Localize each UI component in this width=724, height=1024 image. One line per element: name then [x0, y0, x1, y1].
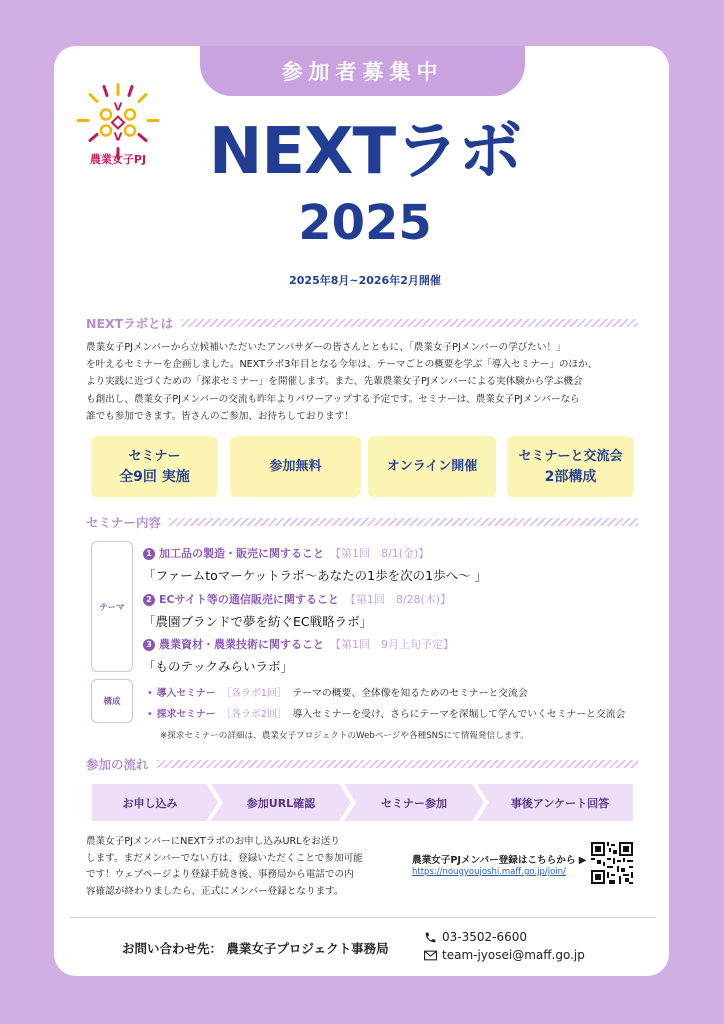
contact-email-address[interactable]: team-jyosei@maff.go.jp — [442, 948, 585, 962]
seminar-title: 「ものテックみらいラボ」 — [143, 659, 294, 674]
play-arrow-icon: ▶ — [578, 855, 587, 866]
flow-step — [211, 784, 351, 821]
apply-line: 農業女子PJメンバーにNEXTラボのお申し込みURLをお送り — [86, 836, 340, 847]
apply-line: です！ウェブページより登録手続き後、事務局から電話での内 — [86, 869, 354, 881]
component-tag: ［各ラボ1回］ — [221, 688, 287, 699]
year-heading: 2025 — [298, 195, 432, 251]
component-name: 探求セミナー — [156, 709, 216, 720]
seminar-topic: 農業資材・農業技術に関すること — [159, 638, 324, 651]
register-title — [412, 852, 586, 866]
component-item — [147, 706, 625, 720]
section-rule — [157, 760, 638, 768]
feature-online — [368, 436, 496, 497]
seminar-topic: ECサイト等の通信販売に関すること — [159, 593, 339, 606]
contact-phone — [424, 930, 527, 944]
intro-line: 誰でも参加できます。皆さんのご参加、お待ちしております！ — [86, 410, 354, 422]
svg-text:V: V — [113, 100, 123, 114]
seminar-number: 3 — [143, 639, 155, 651]
feature-sessions — [91, 436, 218, 497]
contact-label: お問い合わせ先： 農業女子プロジェクト事務局 — [122, 941, 389, 956]
feature-two-parts — [507, 436, 634, 497]
seminar-date: 【第1回 9月上旬予定】 — [330, 638, 454, 651]
apply-line: 容確認が終わりましたら、正式にメンバー登録となります。 — [86, 885, 344, 897]
flow-step-label: 参加URL確認 — [246, 796, 316, 810]
feature-line: オンライン開催 — [386, 458, 478, 474]
register-title-label: 農業女子PJメンバー登録はこちらから — [412, 855, 576, 866]
mail-icon — [424, 950, 437, 961]
seminar-title: 「農園ブランドで夢を紡ぐEC戦略ラボ」 — [143, 614, 373, 629]
flow-step-label: セミナー参加 — [381, 796, 447, 810]
seminar-date: 【第1回 8/28(木)】 — [344, 593, 452, 606]
section-rule — [169, 518, 638, 526]
feature-free — [230, 436, 361, 497]
register-link[interactable]: https://nougyoujoshi.maff.go.jp/join/ — [412, 867, 566, 877]
flow-step-label: 事後アンケート回答 — [510, 796, 610, 810]
seminar-date: 【第1回 8/1(金)】 — [330, 547, 430, 560]
component-tag: ［各ラボ2回］ — [221, 709, 287, 720]
flow-step — [344, 784, 484, 821]
qr-code-icon[interactable] — [591, 842, 633, 884]
section-heading-about — [86, 315, 638, 331]
section-heading-flow-label: 参加の流れ — [86, 757, 149, 772]
feature-line: セミナー — [128, 448, 181, 464]
component-desc: 導入セミナーを受け、さらにテーマを深堀して学んでいくセミナーと交流会 — [292, 709, 626, 720]
recruiting-badge: 参加者募集中 — [200, 46, 525, 96]
feature-line: 全9回 実施 — [119, 468, 190, 485]
section-heading-about-label: NEXTラボとは — [86, 316, 174, 331]
component-name: 導入セミナー — [156, 688, 216, 699]
component-desc: テーマの概要、全体像を知るためのセミナーと交流会 — [292, 688, 528, 699]
event-period: 2025年8月~2026年2月開催 — [289, 274, 441, 287]
structure-tag: 構成 — [91, 679, 133, 723]
bullet-icon: • — [147, 688, 153, 699]
section-heading-content — [86, 514, 638, 530]
flow-step — [477, 784, 633, 821]
contact-email — [424, 948, 585, 962]
flow-step-label: お申し込み — [122, 796, 178, 810]
seminar-title: 「ファームtoマーケットラボ～あなたの1歩を次の1歩へ～ 」 — [143, 568, 488, 583]
logo-text: 農業女子PJ — [89, 153, 147, 166]
intro-line: 農業女子PJメンバーから立候補いただいたアンバサダーの皆さんとともに、「農業女子PJメンバーの学びたい！」 — [86, 342, 566, 353]
intro-paragraph — [86, 339, 641, 425]
apply-line: します。まだメンバーでない方は、登録いただくことで参加可能 — [86, 852, 363, 864]
bullet-icon: • — [147, 709, 153, 720]
seminar-number: 1 — [143, 548, 155, 560]
footer-divider — [70, 917, 656, 918]
intro-line: も創出し、農業女子PJメンバーの交流も昨年よりパワーアップする予定です。セミナーは、農業女子PJメンバーなら — [86, 393, 580, 405]
feature-line: 参加無料 — [269, 458, 322, 474]
feature-line: セミナーと交流会 — [518, 448, 623, 464]
seminar-topic: 加工品の製造・販売に関すること — [159, 547, 324, 560]
section-heading-flow — [86, 756, 638, 772]
intro-line: を叶えるセミナーを企画しました。NEXTラボ3年目となる今年は、テーマごとの概要を学ぶ「導入セミナー」のほか、 — [86, 359, 598, 371]
apply-paragraph — [86, 834, 386, 900]
seminar-item — [143, 636, 454, 675]
feature-line: 2部構成 — [544, 468, 597, 485]
svg-text:V: V — [113, 130, 123, 144]
section-rule — [181, 319, 638, 327]
seminar-number: 2 — [143, 594, 155, 606]
intro-line: より実践に近づくための「探求セミナー」を開催します。また、先輩農業女子PJメンバーによる実体験から学ぶ機会 — [86, 376, 583, 388]
seminar-note: ※探求セミナーの詳細は、農業女子プロジェクトのWebページや各種SNSにて情報発信します。 — [160, 731, 529, 741]
phone-icon — [424, 931, 437, 944]
section-heading-content-label: セミナー内容 — [86, 515, 162, 530]
contact-phone-number: 03-3502-6600 — [442, 930, 528, 944]
component-item — [147, 685, 528, 699]
seminar-item — [143, 591, 451, 630]
flow-step — [92, 784, 218, 821]
theme-tag: テーマ — [91, 541, 133, 672]
page-title: NEXTラボ — [208, 115, 522, 189]
seminar-item — [143, 545, 487, 584]
